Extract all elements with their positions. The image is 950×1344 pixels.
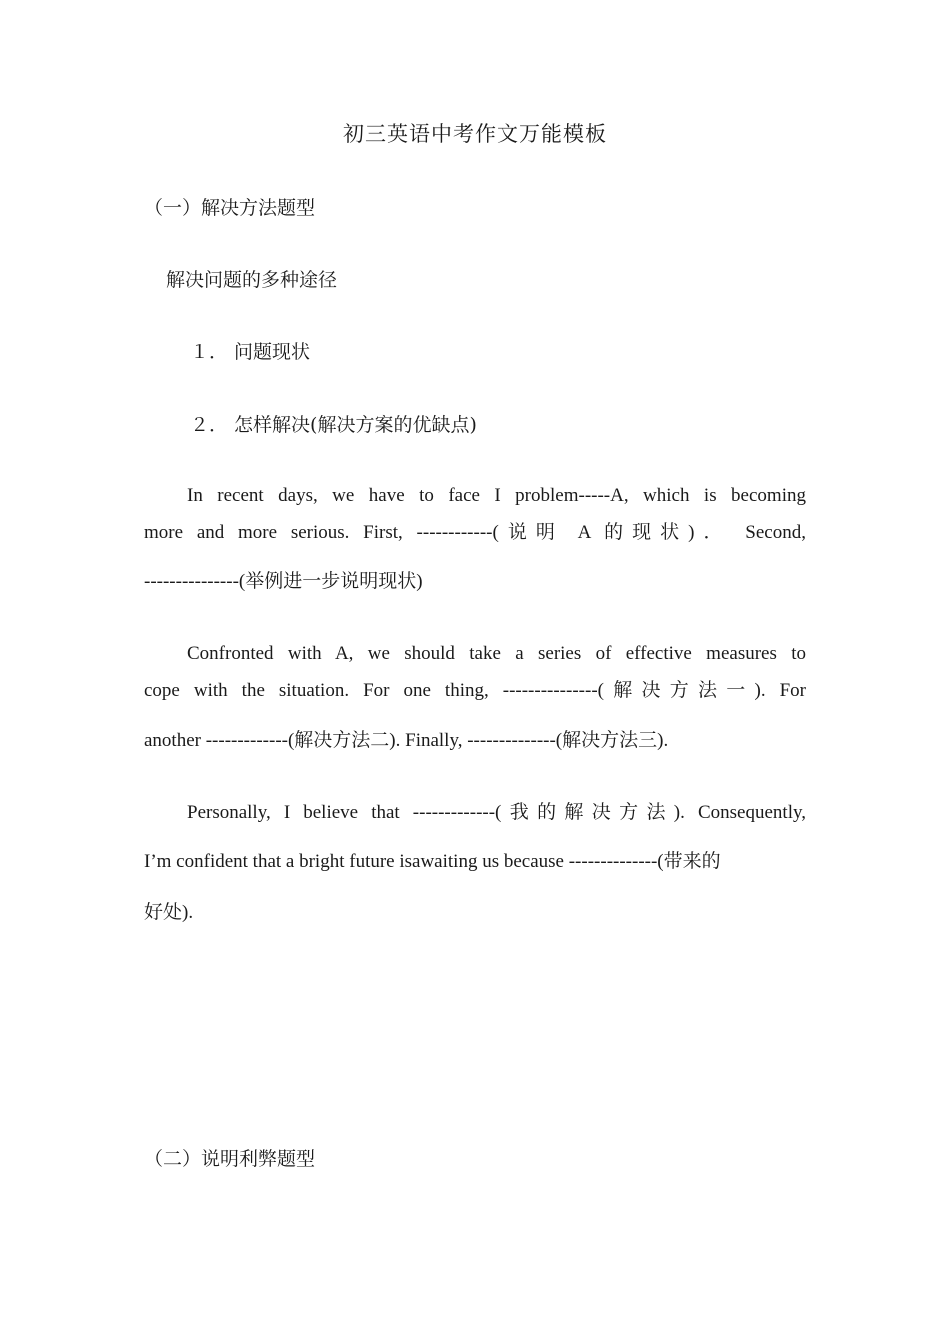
- section-heading-1: （一）解决方法题型: [144, 197, 316, 219]
- paragraph-line: Confronted with A, we should take a series of effective measures to: [187, 643, 806, 664]
- list-item: ２． 怎样解决(解决方案的优缺点): [190, 414, 477, 436]
- paragraph-line: 好处).: [144, 902, 194, 923]
- paragraph-line: ---------------(举例进一步说明现状): [144, 571, 423, 592]
- paragraph-line: another -------------(解决方法二). Finally, --------------(解决方法三).: [144, 730, 669, 751]
- paragraph-line: I’m confident that a bright future isawaiting us because --------------(带来的: [144, 851, 721, 872]
- section-heading-2: （二）说明利弊题型: [144, 1148, 316, 1170]
- list-item: １． 问题现状: [190, 341, 311, 363]
- paragraph-line: more and more serious. First, ------------(说明 A 的现状)． Second,: [144, 522, 806, 543]
- document-title: 初三英语中考作文万能模板: [343, 122, 607, 146]
- paragraph-line: In recent days, we have to face I problem-----A, which is becoming: [187, 485, 806, 506]
- paragraph-line: cope with the situation. For one thing, ---------------(解决方法一). For: [144, 680, 806, 701]
- subheading: 解决问题的多种途径: [166, 269, 338, 291]
- paragraph-line: Personally, I believe that -------------(我的解决方法). Consequently,: [187, 802, 806, 823]
